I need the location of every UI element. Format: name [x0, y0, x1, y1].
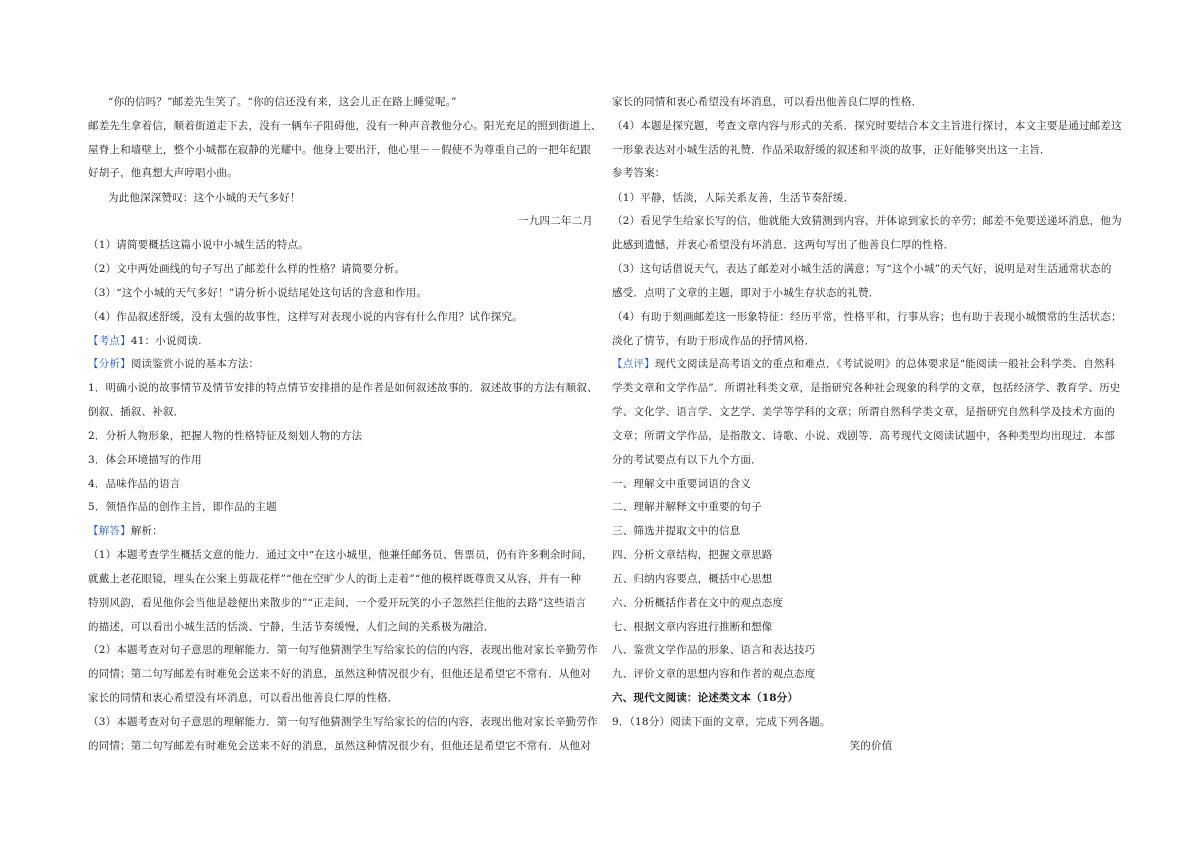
- exam-point: 四、分析文章结构，把握文章思路: [612, 549, 773, 561]
- method-line: 5．领悟作品的创作主旨，即作品的主题: [88, 501, 277, 513]
- reference-answer-line: 淡化了情节，有助于形成作品的抒情风格．: [612, 335, 816, 347]
- answer-line: 的同情；第二句写邮差有时难免会送来不好的消息，虽然这种情况很少有，但他还是希望它不常有．从他对: [88, 668, 591, 680]
- dianping-tag: 【点评】: [612, 358, 655, 370]
- answer-line: （2）本题考查对句子意思的理解能力．第一句写他猜测学生写给家长的信的内容，表现出他对家长辛勤劳作: [88, 644, 598, 656]
- exam-point: 九、评价文章的思想内容和作者的观点态度: [612, 668, 816, 680]
- question-9: 9．（18分）阅读下面的文章，完成下列各题。: [612, 716, 831, 728]
- answer-line: 家长的同情和衷心希望没有坏消息，可以看出他善良仁厚的性格．: [88, 692, 399, 704]
- reference-answer-line: （4）有助于刻画邮差这一形象特征：经历平常，性格平和，行事从容；也有助于表现小城惯常的生活状态；: [612, 311, 1122, 323]
- answer-line: 的描述，可以看出小城生活的恬淡、宁静，生活节奏缓慢，人们之间的关系极为融洽．: [88, 621, 495, 633]
- exam-point: 七、根据文章内容进行推断和想像: [612, 621, 773, 633]
- comment-line: 学类文章和文学作品”．所谓社科类文章，是指研究各种社会现象的科学的文章，包括经济学、教育学、历史: [612, 382, 1121, 394]
- fenxi-tag: 【分析】: [88, 358, 131, 370]
- answer-line: 家长的同情和衷心希望没有坏消息，可以看出他善良仁厚的性格．: [612, 96, 923, 108]
- fenxi-line: [88, 357, 259, 371]
- method-line: 倒叙、插叙、补叙．: [88, 406, 185, 418]
- kaodian-text: 41：小说阅读.: [130, 335, 202, 347]
- answer-line: 就戴上老花眼镜，埋头在公案上剪裁花样”“他在空旷少人的街上走着”“他的模样既尊贵又从容，并有一种: [88, 573, 582, 585]
- answer-line: （1）本题考查学生概括文意的能力．通过文中“在这小城里，他兼任邮务员、售票员，仍有许多剩余时间，: [88, 549, 593, 561]
- jieda-text: 解析：: [130, 525, 163, 537]
- answer-line: （4）本题是探究题，考查文章内容与形式的关系．探究时要结合本文主旨进行探讨，本文主要是通过邮差这: [612, 120, 1122, 132]
- exam-point: 六、分析概括作者在文中的观点态度: [612, 597, 784, 609]
- answer-line: 的同情；第二句写邮差有时难免会送来不好的消息，虽然这种情况很少有，但他还是希望它不常有．从他对: [88, 740, 591, 752]
- fenxi-text: 阅读鉴赏小说的基本方法：: [130, 358, 260, 370]
- answer-line: （3）本题考查对句子意思的理解能力．第一句写他猜测学生写给家长的信的内容，表现出他对家长辛勤劳作: [88, 716, 598, 728]
- story-line: 屋脊上和墙壁上，整个小城都在寂静的光耀中。他身上要出汗，他心里－－假使不为尊重自己的一把年纪跟: [88, 144, 591, 156]
- story-line: 邮差先生拿着信，顺着街道走下去，没有一辆车子阻碍他，没有一种声音教他分心。阳光充足的照到街道上、: [88, 120, 602, 132]
- story-line: “你的信吗？”邮差先生笑了。“你的信还没有来，这会儿正在路上睡觉呢。”: [108, 96, 457, 108]
- exam-point: 二、理解并解释文中重要的句子: [612, 501, 762, 513]
- method-line: 2．分析人物形象，把握人物的性格特征及刻划人物的方法: [88, 430, 363, 442]
- exam-point: 五、归纳内容要点，概括中心思想: [612, 573, 773, 585]
- story-line: 为此他深深赞叹：这个小城的天气多好！: [108, 192, 301, 204]
- exam-point: 八、鉴赏文学作品的形象、语言和表达技巧: [612, 644, 816, 656]
- method-line: 4．品味作品的语言: [88, 478, 181, 490]
- question-2: （2）文中两处画线的句子写出了邮差什么样的性格？请简要分析。: [88, 263, 406, 275]
- jieda-tag: 【解答】: [88, 525, 131, 537]
- comment-line: 文章；所谓文学作品，是指散文、诗歌、小说、戏剧等．高考现代文阅读试题中，各种类型均出现过．本部: [612, 430, 1115, 442]
- answer-line: 特别风韵，看见他你会当他是趁便出来散步的”“正走间，一个爱开玩笑的小子忽然拦住他的去路”这些语言: [88, 597, 587, 609]
- exam-point: 一、理解文中重要词语的含义: [612, 478, 752, 490]
- reference-answer-line: （3）这句话借说天气，表达了邮差对小城生活的满意；写“这个小城”的天气好，说明是对生活通常状态的: [612, 263, 1112, 275]
- reference-answer-line: 感受．点明了文章的主题，即对于小城生存状态的礼赞．: [612, 287, 880, 299]
- question-4: （4）作品叙述舒缓，没有太强的故事性，这样写对表现小说的内容有什么作用？试作探究。: [88, 311, 523, 323]
- comment-line: 学、文化学、语言学、文艺学、美学等学科的文章；所谓自然科学类文章，是指研究自然科学及技术方面的: [612, 406, 1115, 418]
- reference-answer-line: （2）看见学生给家长写的信，他就能大致猜测到内容，并体谅到家长的辛劳；邮差不免要送递坏消息，他为: [612, 215, 1122, 227]
- question-3: （3）“这个小城的天气多好！”请分析小说结尾处这句话的含意和作用。: [88, 287, 428, 299]
- method-line: 1．明确小说的故事情节及情节安排的特点情节安排措的是作者是如何叙述故事的．叙述故事的方法有顺叙、: [88, 382, 598, 394]
- article-title: 笑的价值: [849, 740, 893, 752]
- kaodian-tag: 【考点】: [88, 335, 131, 347]
- reference-answer-heading: 参考答案：: [612, 167, 666, 179]
- section-heading: 六、现代文阅读：论述类文本（18分）: [612, 692, 799, 704]
- dianping-text: 现代文阅读是高考语文的重点和难点．《考试说明》的总体要求是“能阅读一般社会科学类、自然科: [654, 358, 1116, 370]
- method-line: 3．体会环境描写的作用: [88, 454, 202, 466]
- question-1: （1）请简要概括这篇小说中小城生活的特点。: [88, 239, 309, 251]
- reference-answer-line: 此感到遗憾，并衷心希望没有坏消息．这两句写出了他善良仁厚的性格．: [612, 239, 955, 251]
- story-date: 一九四二年二月: [518, 215, 593, 227]
- story-line: 好胡子，他真想大声哼唱小曲。: [88, 167, 238, 179]
- jieda-line: [88, 524, 163, 538]
- dianping-line: [612, 357, 1115, 371]
- kaodian-line: [88, 334, 202, 348]
- answer-line: 一形象表达对小城生活的礼赞．作品采取舒缓的叙述和平淡的故事，正好能够突出这一主旨．: [612, 144, 1051, 156]
- exam-point: 三、筛选并提取文中的信息: [612, 525, 741, 537]
- comment-line: 分的考试要点有以下九个方面．: [612, 454, 762, 466]
- reference-answer-line: （1）平静，恬淡，人际关系友善，生活节奏舒缓．: [612, 192, 855, 204]
